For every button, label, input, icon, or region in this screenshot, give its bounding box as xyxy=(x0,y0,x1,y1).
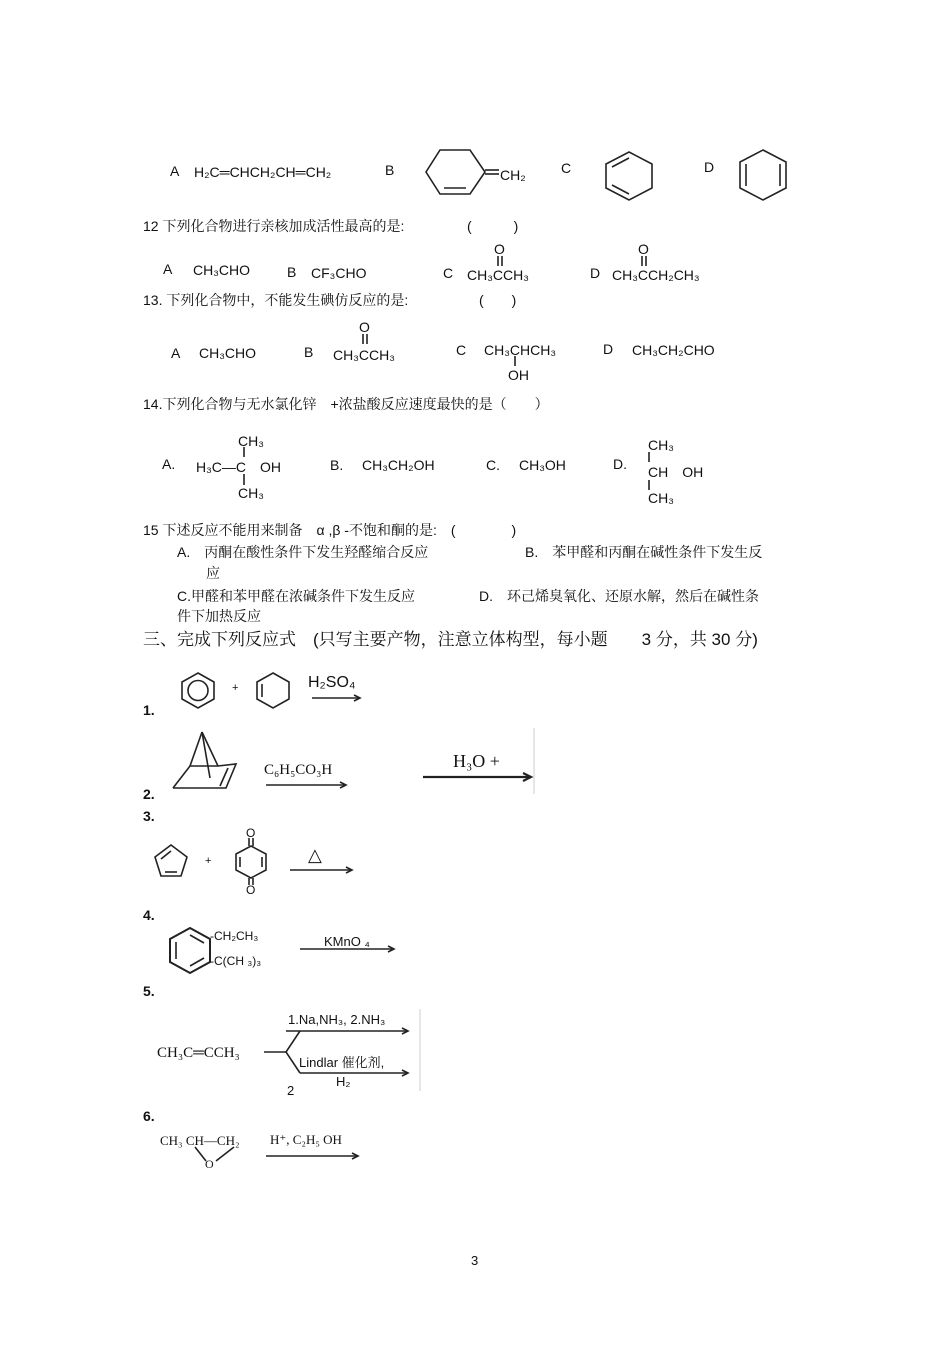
q13-a-label: A xyxy=(171,345,181,361)
r1-benzene xyxy=(178,671,218,709)
q11-b-label: B xyxy=(385,162,395,178)
r4-arrow xyxy=(300,944,398,954)
r1-plus: + xyxy=(232,682,239,694)
q11-d-cyclohexadiene xyxy=(737,148,789,202)
r3-o-top: O xyxy=(246,826,256,840)
r5-reagent-bot: Lindlar 催化剂, xyxy=(299,1055,385,1070)
q11-a-label: A xyxy=(170,163,180,179)
q11-c-label: C xyxy=(561,160,572,176)
q12-d-o: O xyxy=(638,241,649,257)
q13-c-label: C xyxy=(456,342,467,358)
q14-d-bot: CH₃ xyxy=(648,490,674,506)
q14-a-bot: CH₃ xyxy=(238,485,264,501)
q13-b-label: B xyxy=(304,344,314,360)
r2-reagent1: C₆H₅CO₃H xyxy=(264,762,333,778)
r6-o: O xyxy=(205,1157,214,1171)
q13-b-carbonyl-bond xyxy=(360,334,370,346)
r4-benzene-ring xyxy=(167,926,213,974)
r4-reagent: KMnO ₄ xyxy=(324,934,370,949)
q13-b-o: O xyxy=(359,319,370,335)
q14-c-label: C. xyxy=(486,457,500,473)
r5-extra: 2 xyxy=(287,1083,295,1098)
q13-d: CH₃CH₂CHO xyxy=(632,342,715,358)
r3-benzoquinone xyxy=(230,838,270,886)
q15-b-line1: B. 苯甲醛和丙酮在碱性条件下发生反 xyxy=(525,544,763,560)
r6-reagent: H⁺, C₂H₅ OH xyxy=(270,1132,342,1147)
r6-epoxide-bonds xyxy=(192,1147,242,1169)
q12-paren: ( ) xyxy=(467,218,519,234)
q13-d-label: D xyxy=(603,341,614,357)
r6-substrate: CH₃ CH—CH₂ xyxy=(160,1133,240,1148)
q12-b-label: B xyxy=(287,264,297,280)
r6-number: 6. xyxy=(143,1108,155,1124)
q12-c-o: O xyxy=(494,241,505,257)
r1-cyclohexene xyxy=(253,671,293,709)
q11-b-group: CH₂ xyxy=(500,167,526,183)
q15-a-line1: A. 丙酮在酸性条件下发生羟醛缩合反应 xyxy=(177,544,429,560)
r1-arrow xyxy=(312,693,364,703)
r6-arrow xyxy=(266,1151,362,1161)
q14-b-label: B. xyxy=(330,457,344,473)
r3-cyclopentadiene xyxy=(153,843,189,879)
r1-reagent: H₂SO₄ xyxy=(308,674,356,691)
q14-c: CH₃OH xyxy=(519,457,566,473)
r3-number: 3. xyxy=(143,808,155,824)
q11-b-methylenecyclohexene xyxy=(425,148,505,198)
q12-d: CH₃CCH₂CH₃ xyxy=(612,267,700,283)
q14-d-top: CH₃ xyxy=(648,437,674,453)
q12-b: CF₃CHO xyxy=(311,265,367,281)
q14-b: CH₃CH₂OH xyxy=(362,457,435,473)
q12-c: CH₃CCH₃ xyxy=(467,267,529,283)
r2-reagent2: H₃O + xyxy=(453,751,500,771)
q14-a-mid: H₃C—C OH xyxy=(196,459,282,475)
r2-arrow2 xyxy=(423,772,535,796)
q15-stem: 15 下述反应不能用来制备 α ,β -不饱和酮的是: ( ) xyxy=(143,522,517,538)
r1-number: 1. xyxy=(143,702,155,718)
q12-d-label: D xyxy=(590,265,601,281)
r4-sub1: -CH₂CH₃ xyxy=(210,929,259,943)
q14-a-top: CH₃ xyxy=(238,433,264,449)
r3-plus: + xyxy=(205,855,212,867)
r5-substrate: CH₃C═CCH₃ xyxy=(157,1045,240,1061)
r2-arrow1 xyxy=(266,780,350,790)
q13-paren: ( ) xyxy=(479,292,517,308)
q13-c-oh: OH xyxy=(508,367,529,383)
r2-number: 2. xyxy=(143,786,155,802)
q15-c-line1: C.甲醛和苯甲醛在浓碱条件下发生反应 xyxy=(177,588,415,604)
r5-number: 5. xyxy=(143,983,155,999)
r5-reagent-top: 1.Na,NH₃, 2.NH₃ xyxy=(288,1012,386,1027)
q11-c-cyclohexadiene xyxy=(603,150,655,202)
q13-c: CH₃CHCH₃ xyxy=(484,342,557,358)
q12-a-label: A xyxy=(163,261,173,277)
q15-c-line2: 件下加热反应 xyxy=(177,608,261,624)
q15-a-line2: 应 xyxy=(206,565,220,581)
q13-b: CH₃CCH₃ xyxy=(333,347,395,363)
q13-stem: 13. 下列化合物中，不能发生碘仿反应的是: xyxy=(143,292,409,308)
q11-d-label: D xyxy=(704,159,715,175)
r4-sub2: -C(CH ₃)₃ xyxy=(210,954,262,968)
q12-stem: 12 下列化合物进行亲核加成活性最高的是: xyxy=(143,218,405,234)
q14-a-label: A. xyxy=(162,456,176,472)
r3-reagent: △ xyxy=(308,845,322,865)
section3-title: 三、完成下列反应式 (只写主要产物，注意立体构型，每小题 3 分，共 30 分) xyxy=(143,630,758,649)
q13-a: CH₃CHO xyxy=(199,345,257,361)
q14-stem: 14.下列化合物与无水氯化锌 +浓盐酸反应速度最快的是（ ） xyxy=(143,396,549,412)
q11-a-formula: H₂C═CHCH₂CH═CH₂ xyxy=(194,164,332,180)
r2-norbornene xyxy=(170,728,242,792)
r4-number: 4. xyxy=(143,907,155,923)
r3-arrow xyxy=(290,865,356,875)
r5-reagent-bot2: H₂ xyxy=(336,1074,351,1089)
q14-d-label: D. xyxy=(613,456,627,472)
q12-c-label: C xyxy=(443,265,454,281)
q14-d-mid: CH OH xyxy=(648,464,704,480)
q12-a: CH₃CHO xyxy=(193,262,251,278)
page-number: 3 xyxy=(471,1253,479,1268)
q15-d-line1: D. 环己烯臭氧化、还原水解，然后在碱性条 xyxy=(479,588,759,604)
r3-o-bot: O xyxy=(246,883,256,897)
